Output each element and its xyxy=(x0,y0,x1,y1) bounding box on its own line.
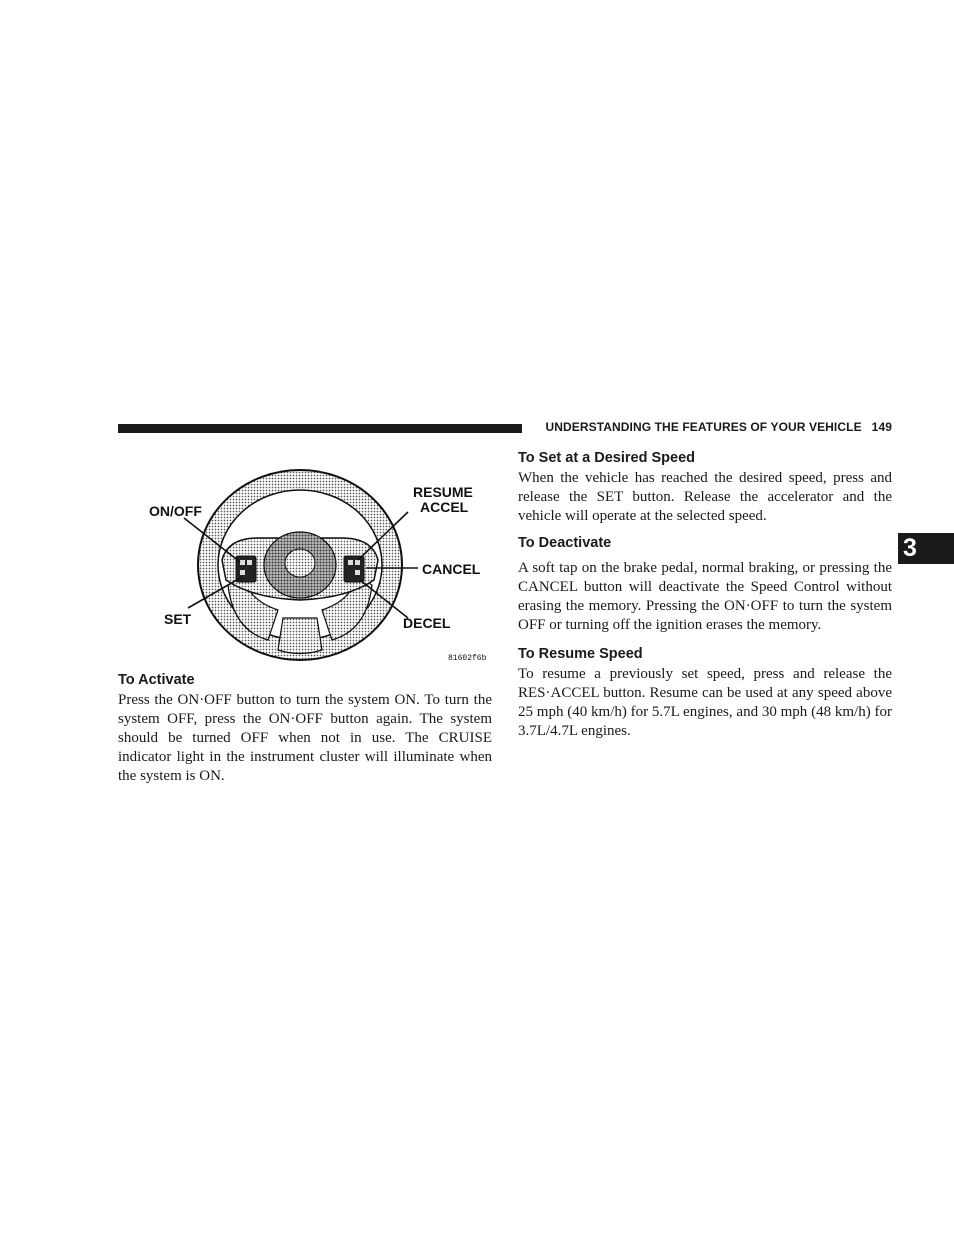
steering-wheel-figure xyxy=(118,450,494,665)
label-cancel: CANCEL xyxy=(422,561,481,577)
label-set: SET xyxy=(164,611,192,627)
steering-wheel-drawing xyxy=(198,470,402,660)
section-body: A soft tap on the brake pedal, normal braking, or pressing the CANCEL button will deactivate the Speed Control without erasing the memory. Pressing the ON·OFF to turn the system OFF or turning off the ignition erases the memory. xyxy=(518,560,892,633)
header-rule xyxy=(118,424,522,433)
section-body: To resume a previously set speed, press and release the RES·ACCEL button. Resume can be used at any speed above 25 mph (40 km/h) for 5.7L engines, and 30 mph (48 km/h) for 3.7L/4.7L engines. xyxy=(518,666,892,739)
section-body: Press the ON·OFF button to turn the system ON. To turn the system OFF, press the ON·OFF button again. The system should be turned OFF when not in use. The CRUISE indicator light in the instrument cluster will illuminate when the system is ON. xyxy=(118,692,492,784)
right-column xyxy=(518,447,892,741)
section-to-deactivate xyxy=(518,532,892,635)
section-to-resume-speed xyxy=(518,643,892,741)
chapter-tab: 3 xyxy=(898,533,954,564)
page-number: 149 xyxy=(871,420,892,434)
label-accel: ACCEL xyxy=(420,499,469,515)
section-heading: To Set at a Desired Speed xyxy=(518,450,696,466)
label-decel: DECEL xyxy=(403,615,451,631)
steering-wheel-illustration xyxy=(118,450,494,665)
section-to-activate xyxy=(118,669,492,786)
section-heading: To Deactivate xyxy=(518,535,612,551)
label-resume: RESUME xyxy=(413,484,473,500)
running-head xyxy=(532,420,892,434)
figure-code: 81602f6b xyxy=(448,654,487,663)
section-to-set-speed xyxy=(518,447,892,526)
running-title: UNDERSTANDING THE FEATURES OF YOUR VEHICLE xyxy=(545,420,862,434)
left-column xyxy=(118,669,492,786)
section-body: When the vehicle has reached the desired speed, press and release the SET button. Release the accelerator and the vehicle will operate at the selected speed. xyxy=(518,470,892,524)
section-heading: To Resume Speed xyxy=(518,646,643,662)
label-on-off: ON/OFF xyxy=(149,503,202,519)
section-heading: To Activate xyxy=(118,672,195,688)
